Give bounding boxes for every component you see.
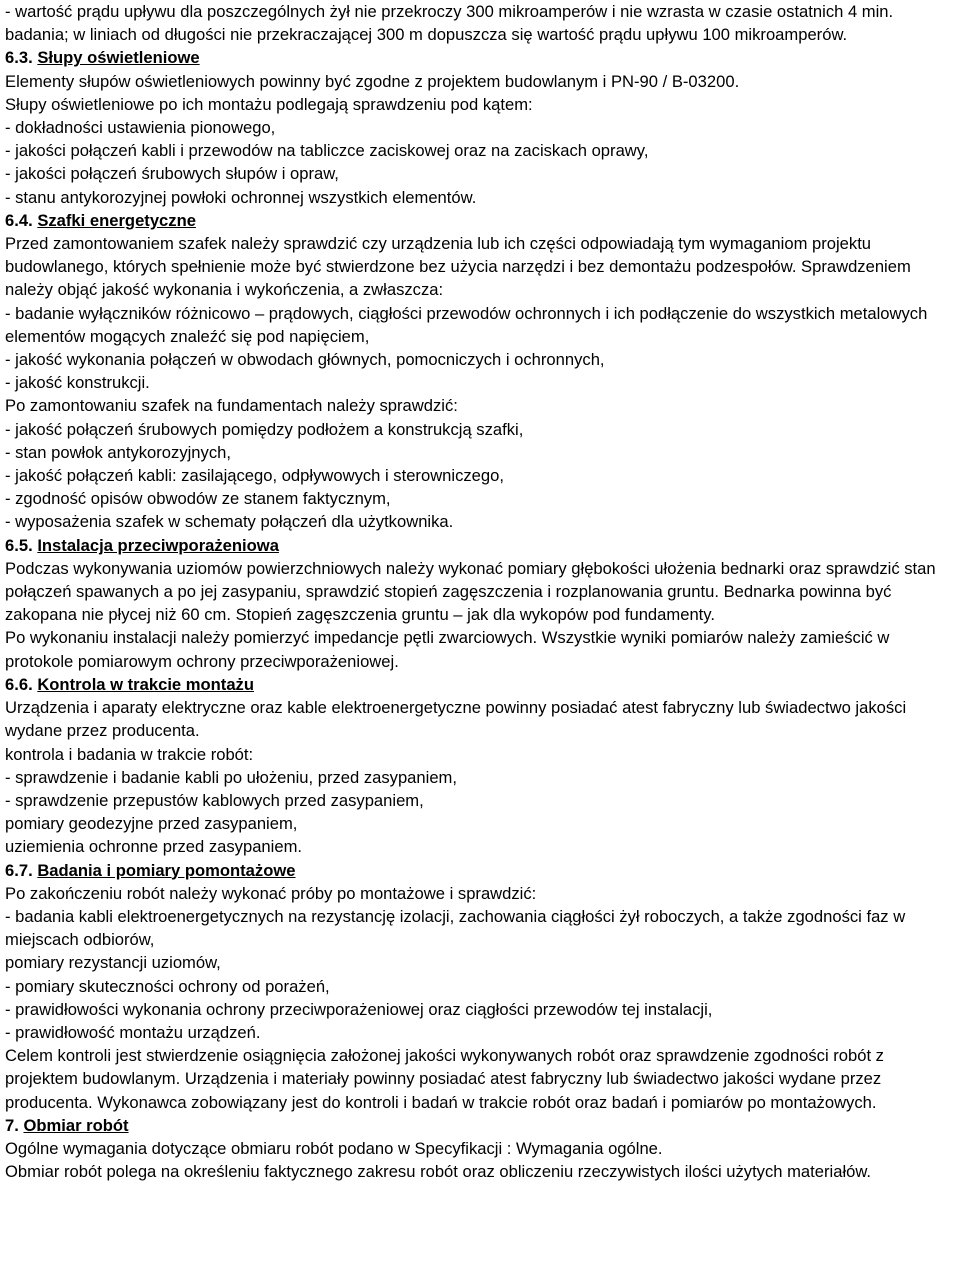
list-item: - badanie wyłączników różnicowo – prądowych, ciągłości przewodów ochronnych i ich podłączenie do wszystkich metalowych elementów mogących znaleźć się pod napięciem, [5,303,928,346]
list-item: - jakości połączeń śrubowych słupów i opraw, [5,164,339,184]
section-number: 7. [5,1115,19,1135]
list-item: - wyposażenia szafek w schematy połączeń dla użytkownika. [5,512,454,532]
section-6-6 [5,673,958,859]
list-item: - pomiary skuteczności ochrony od porażeń, [5,976,330,996]
list-item: - badania kabli elektroenergetycznych na rezystancję izolacji, zachowania ciągłości żył roboczych, a także zgodności faz w miejscach odbiorów, [5,906,906,950]
section-heading [5,673,958,696]
section-title: Słupy oświetleniowe [37,48,200,68]
list-item: - stanu antykorozyjnej powłoki ochronnej wszystkich elementów. [5,187,477,207]
section-number: 6.4. [5,210,33,230]
paragraph: Po wykonaniu instalacji należy pomierzyć impedancje pętli zwarciowych. Wszystkie wyniki pomiarów należy zamieścić w protokole pomiarowym ochrony przeciwporażeniowej. [5,628,890,671]
section-7 [5,1114,958,1184]
section-6-3 [5,46,958,208]
paragraph: Podczas wykonywania uziomów powierzchniowych należy wykonać pomiary głębokości ułożenia bednarki oraz sprawdzić stan połączeń spawanych a po jej zasypaniu, sprawdzić stopień zagęszczenia i rozplanowania gruntu. Bednarka powinna być zakopana nie płycej niż 60 cm. Stopień zagęszczenia gruntu – jak dla wykopów pod fundamenty. [5,558,936,625]
paragraph: Elementy słupów oświetleniowych powinny być zgodne z projektem budowlanym i PN-90 / B-03200. [5,71,740,91]
list-item: - jakości połączeń kabli i przewodów na tabliczce zaciskowej oraz na zaciskach oprawy, [5,141,649,161]
section-heading [5,209,958,232]
list-item: - prawidłowości wykonania ochrony przeciwporażeniowej oraz ciągłości przewodów tej instalacji, [5,999,713,1019]
section-title: Kontrola w trakcie montażu [37,674,254,694]
list-item: - sprawdzenie przepustów kablowych przed zasypaniem, [5,790,424,810]
list-item: - stan powłok antykorozyjnych, [5,442,231,462]
paragraph: Po zakończeniu robót należy wykonać próby po montażowe i sprawdzić: [5,883,537,903]
section-title: Instalacja przeciwporażeniowa [37,535,279,555]
section-number: 6.5. [5,535,33,555]
section-6-4 [5,209,958,534]
paragraph: kontrola i badania w trakcie robót: [5,744,254,764]
list-item: - jakość połączeń śrubowych pomiędzy podłożem a konstrukcją szafki, [5,419,524,439]
list-item: - dokładności ustawienia pionowego, [5,118,276,138]
list-item: - jakość połączeń kabli: zasilającego, odpływowych i sterowniczego, [5,466,504,486]
section-number: 6.6. [5,674,33,694]
section-title: Obmiar robót [23,1115,129,1135]
paragraph: Ogólne wymagania dotyczące obmiaru robót podano w Specyfikacji : Wymagania ogólne. [5,1138,663,1158]
paragraph: Urządzenia i aparaty elektryczne oraz kable elektroenergetyczne powinny posiadać atest fabryczny lub świadectwo jakości wydane przez producenta. [5,698,907,741]
list-item: - prawidłowość montażu urządzeń. [5,1022,261,1042]
section-heading [5,534,958,557]
section-number: 6.7. [5,860,33,880]
list-item: uziemienia ochronne przed zasypaniem. [5,837,303,857]
section-heading [5,1114,958,1137]
list-item: - sprawdzenie i badanie kabli po ułożeniu, przed zasypaniem, [5,767,457,787]
section-heading [5,859,958,882]
section-heading [5,46,958,69]
list-item: - zgodność opisów obwodów ze stanem faktycznym, [5,489,391,509]
section-title: Badania i pomiary pomontażowe [37,860,296,880]
section-6-5 [5,534,958,673]
section-6-7 [5,859,958,1114]
paragraph: Po zamontowaniu szafek na fundamentach należy sprawdzić: [5,396,458,416]
paragraph: Celem kontroli jest stwierdzenie osiągnięcia założonej jakości wykonywanych robót oraz sprawdzenie zgodności robót z projektem budowlanym. Urządzenia i materiały powinny posiadać atest fabryczny lub świadectwo jakości wydane przez producenta. Wykonawca zobowiązany jest do kontroli i badań w trakcie robót oraz badań i pomiarów po montażowych. [5,1046,884,1112]
list-item: - jakość wykonania połączeń w obwodach głównych, pomocniczych i ochronnych, [5,350,605,370]
paragraph: Przed zamontowaniem szafek należy sprawdzić czy urządzenia lub ich części odpowiadają tym wymaganiom projektu budowlanego, których spełnienie może być stwierdzone bez użycia narzędzi i bez demontażu podzespołów. Sprawdzeniem należy objąć jakość wykonania i wykończenia, a zwłaszcza: [5,234,911,300]
paragraph: Słupy oświetleniowe po ich montażu podlegają sprawdzeniu pod kątem: [5,94,533,114]
list-item: pomiary rezystancji uziomów, [5,953,221,973]
section-number: 6.3. [5,48,33,68]
section-title: Szafki energetyczne [37,210,196,230]
list-item: - jakość konstrukcji. [5,373,150,393]
paragraph: Obmiar robót polega na określeniu faktycznego zakresu robót oraz obliczeniu rzeczywistych ilości użytych materiałów. [5,1162,872,1182]
list-item: pomiary geodezyjne przed zasypaniem, [5,814,298,834]
intro-paragraph: - wartość prądu upływu dla poszczególnych żył nie przekroczy 300 mikroamperów i nie wzrasta w czasie ostatnich 4 min. badania; w liniach od długości nie przekraczającej 300 m dopuszcza się wartość prądu upływu 100 mikroamperów. [5,2,894,45]
